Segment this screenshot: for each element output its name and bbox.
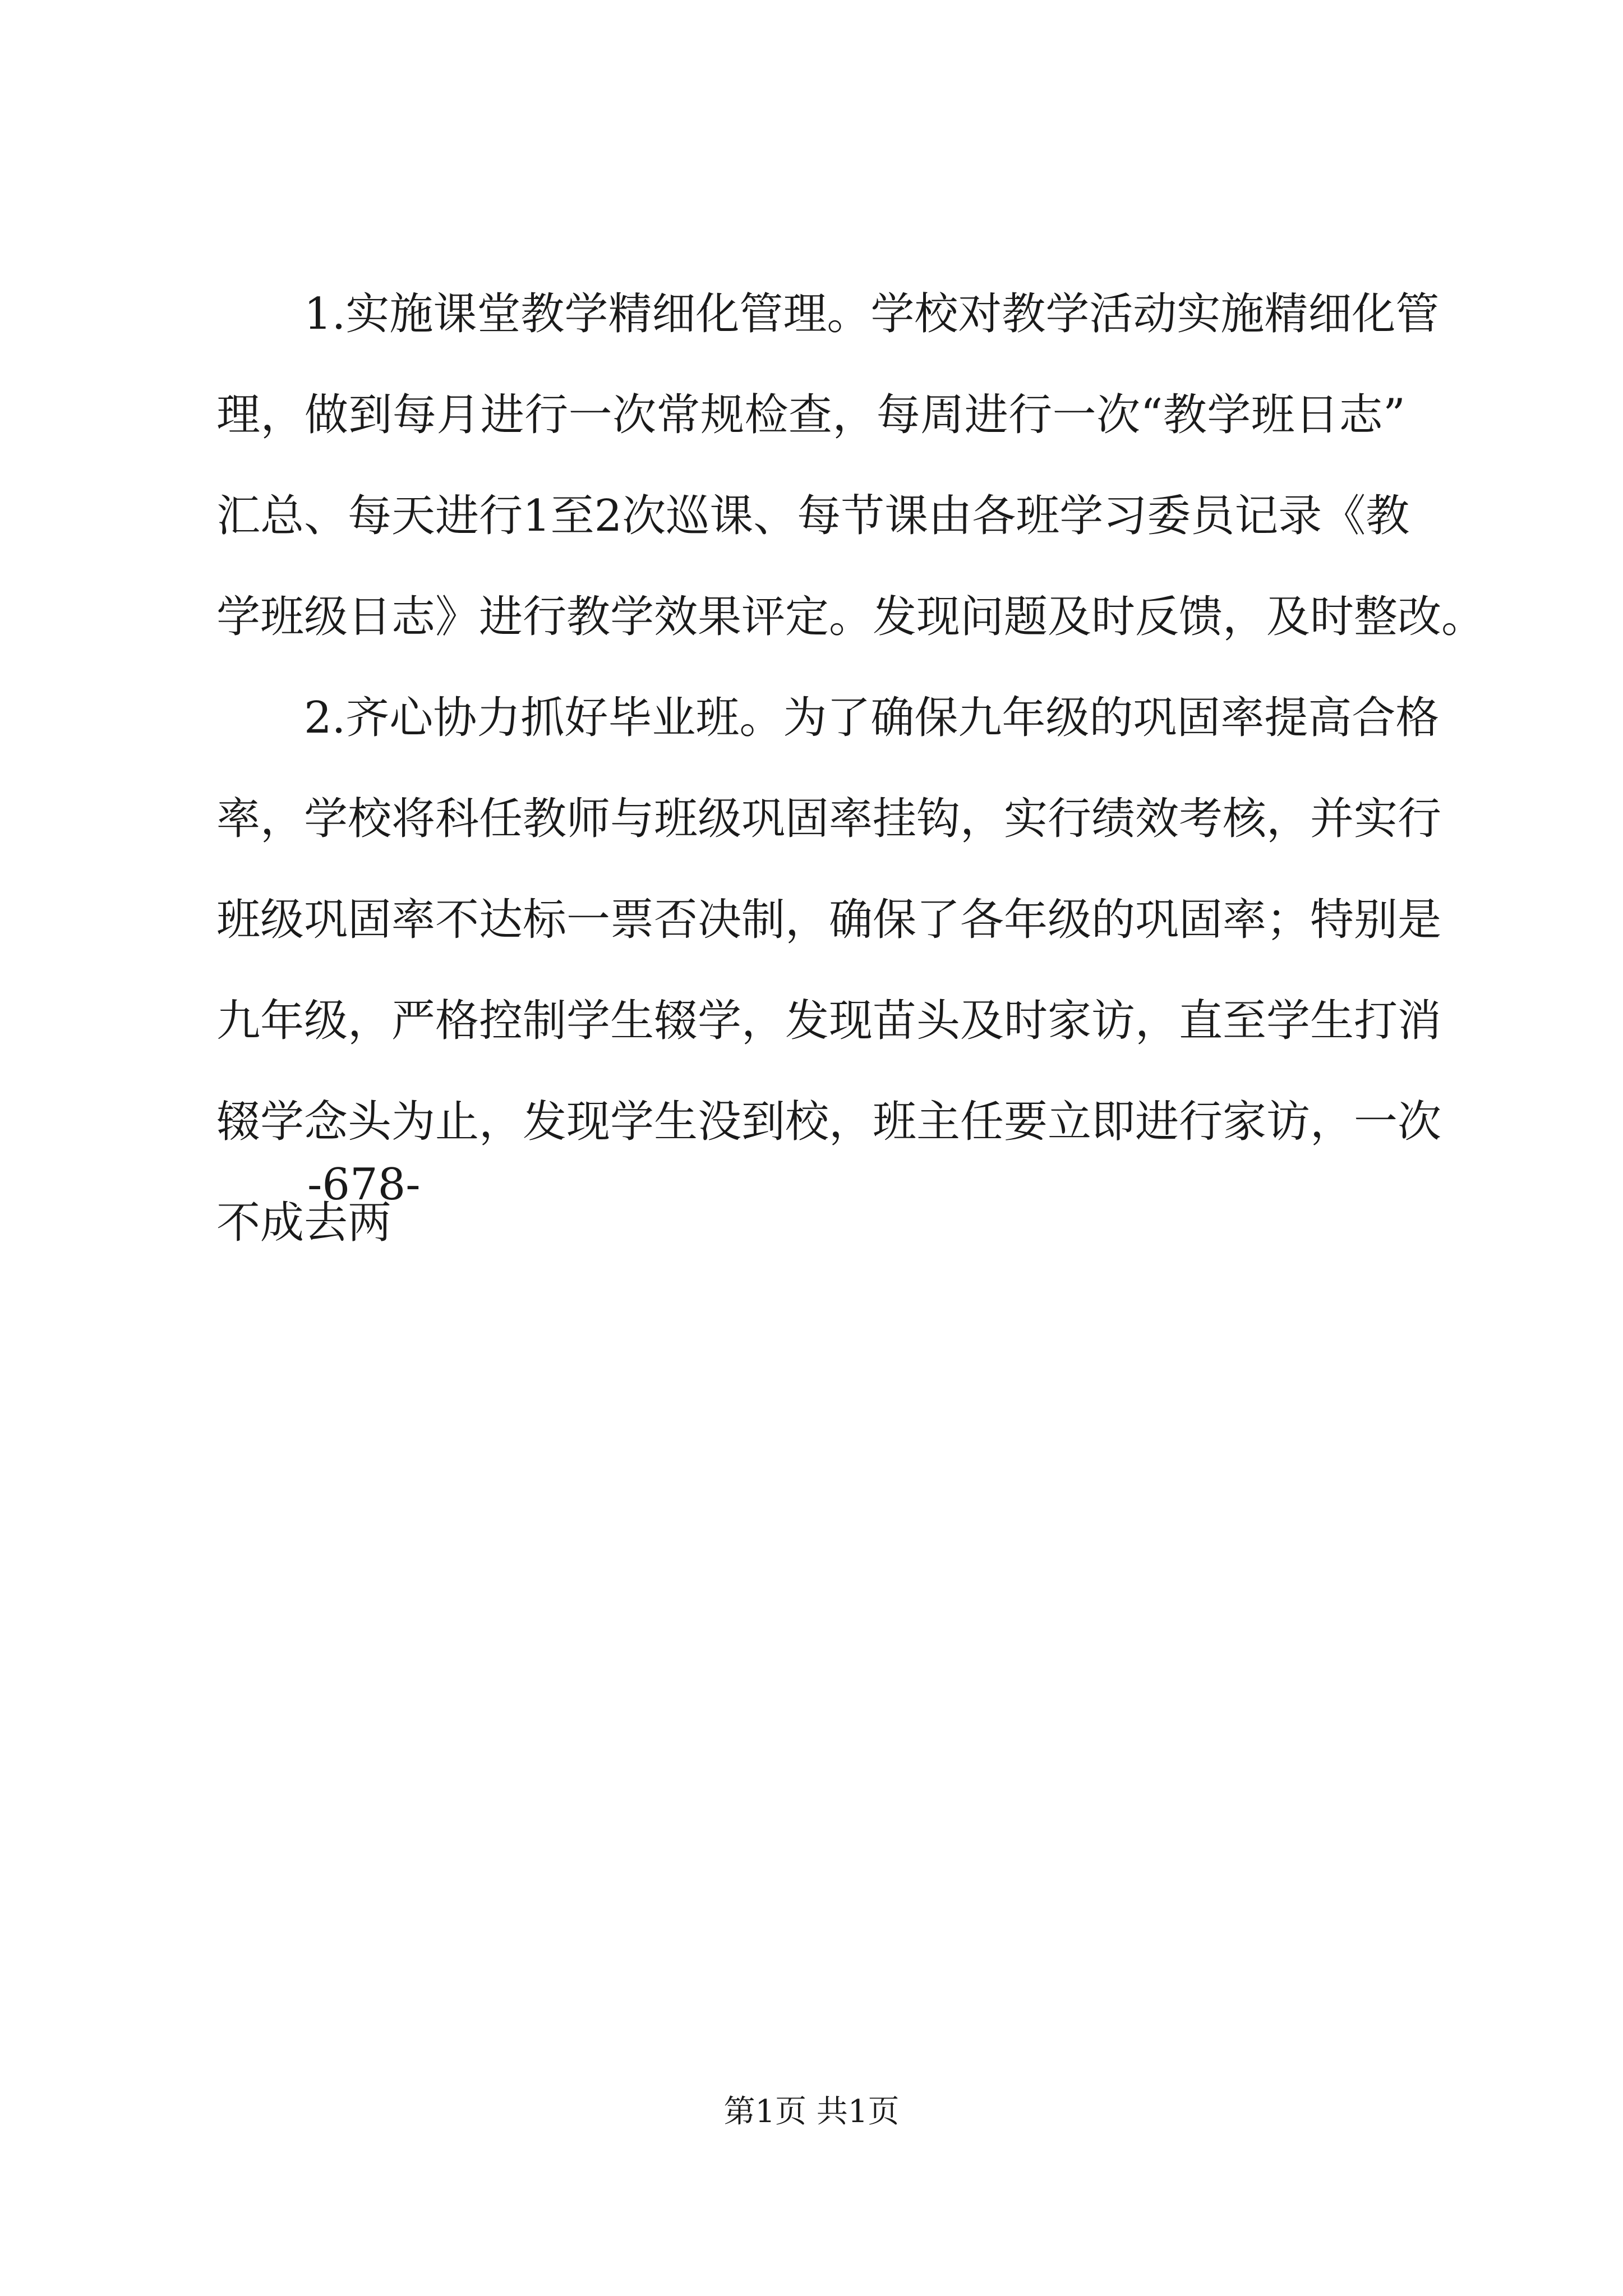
paragraph-1-line-1: 1.实施课堂教学精细化管理。学校对教学活动实施精细化管 — [304, 289, 1440, 339]
page-marker: -678- — [307, 1159, 421, 1210]
page-footer: 第1页 共1页 — [723, 2093, 900, 2130]
paragraph-1-line-2: 理，做到每月进行一次常规检查，每周进行一次“教学班日志” — [216, 390, 1405, 440]
paragraph-2-line-5: 辍学念头为止，发现学生没到校，班主任要立即进行家访，一次 — [216, 1097, 1442, 1147]
paragraph-2-line-1: 2.齐心协力抓好毕业班。为了确保九年级的巩固率提高合格 — [304, 693, 1440, 743]
paragraph-2-line-2: 率，学校将科任教师与班级巩固率挂钩，实行绩效考核，并实行 — [216, 794, 1442, 844]
paragraph-1-line-4: 学班级日志》进行教学效果评定。发现问题及时反馈，及时整改。 — [216, 592, 1486, 642]
paragraph-2-line-3: 班级巩固率不达标一票否决制，确保了各年级的巩固率；特别是 — [216, 895, 1442, 945]
paragraph-1-line-3: 汇总、每天进行1至2次巡课、每节课由各班学习委员记录《教 — [216, 491, 1410, 541]
paragraph-2-line-4: 九年级，严格控制学生辍学，发现苗头及时家访，直至学生打消 — [216, 996, 1442, 1046]
paragraph-2-line-6: 不成去两 — [216, 1198, 392, 1248]
